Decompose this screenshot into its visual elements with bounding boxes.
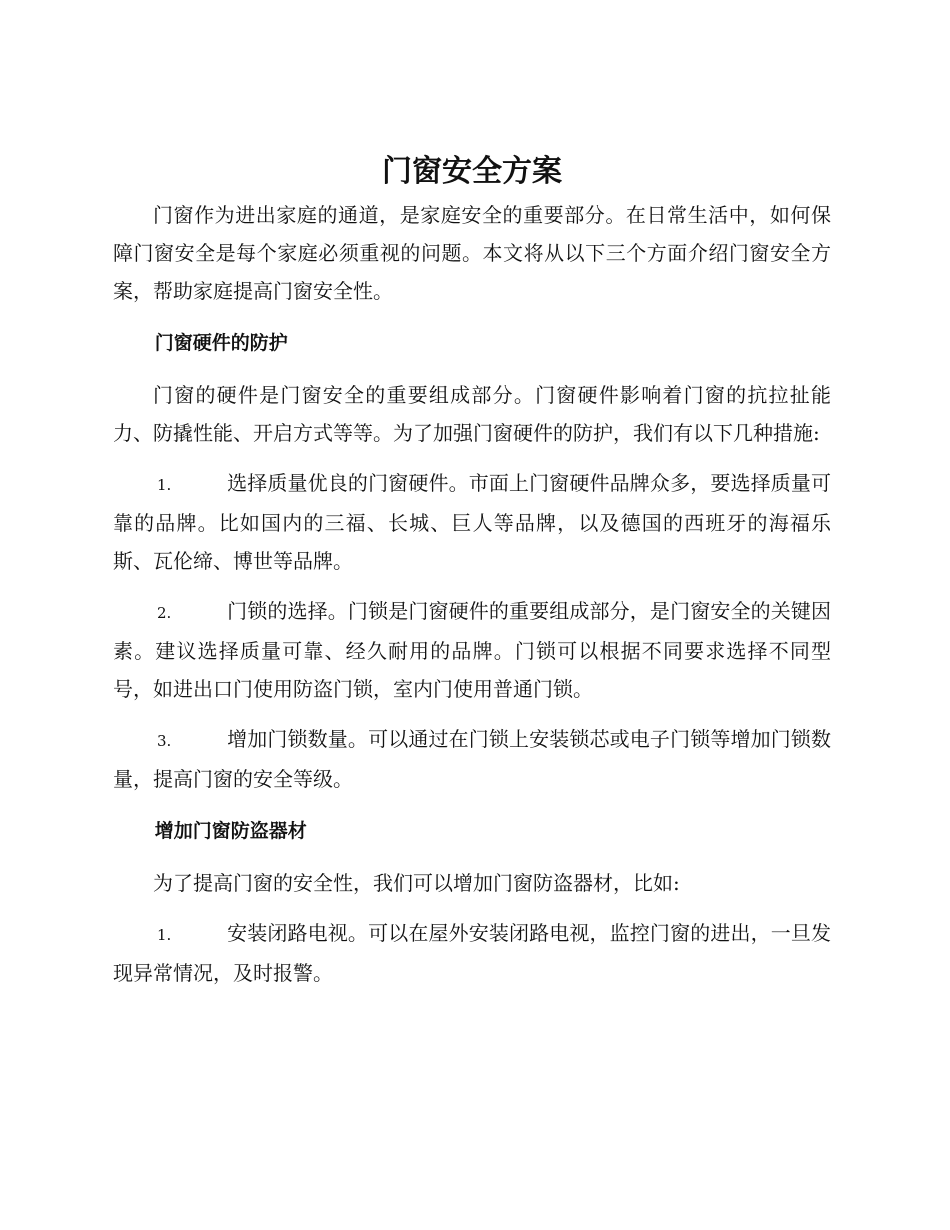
list-item bbox=[113, 914, 831, 992]
list-number: 2. bbox=[157, 604, 172, 622]
list-number: 3. bbox=[157, 732, 172, 750]
intro-paragraph: 门窗作为进出家庭的通道，是家庭安全的重要部分。在日常生活中，如何保障门窗安全是每个家庭必须重视的问题。本文将从以下三个方面介绍门窗安全方案，帮助家庭提高门窗安全性。 bbox=[113, 203, 831, 303]
list-number: 1. bbox=[157, 476, 172, 494]
spacer bbox=[113, 708, 831, 720]
spacer bbox=[113, 580, 831, 592]
spacer bbox=[113, 452, 831, 464]
spacer bbox=[113, 850, 831, 864]
section-intro: 为了提高门窗的安全性，我们可以增加门窗防盗器材，比如: bbox=[153, 871, 680, 895]
list-text: 选择质量优良的门窗硬件。市面上门窗硬件品牌众多，要选择质量可靠的品牌。比如国内的三福、长城、巨人等品牌，以及德国的西班牙的海福乐斯、瓦伦缔、博世等品牌。 bbox=[113, 471, 831, 573]
document-title: 门窗安全方案 bbox=[382, 154, 562, 189]
list-number: 1. bbox=[157, 926, 172, 944]
list-item bbox=[113, 720, 831, 798]
section-heading: 门窗硬件的防护 bbox=[154, 332, 288, 354]
spacer bbox=[113, 902, 831, 914]
list-text: 门锁的选择。门锁是门窗硬件的重要组成部分，是门窗安全的关键因素。建议选择质量可靠、经久耐用的品牌。门锁可以根据不同要求选择不同型号，如进出口门使用防盗门锁，室内门使用普通门锁。 bbox=[113, 599, 831, 701]
section-heading: 增加门窗防盗器材 bbox=[154, 820, 307, 842]
spacer bbox=[113, 362, 831, 376]
list-text: 安装闭路电视。可以在屋外安装闭路电视，监控门窗的进出，一旦发现异常情况，及时报警。 bbox=[113, 921, 831, 985]
list-item bbox=[113, 592, 831, 708]
spacer bbox=[113, 798, 831, 812]
section-intro: 门窗的硬件是门窗安全的重要组成部分。门窗硬件影响着门窗的抗拉扯能力、防撬性能、开启方式等等。为了加强门窗硬件的防护，我们有以下几种措施: bbox=[113, 383, 831, 445]
list-item bbox=[113, 464, 831, 580]
list-text: 增加门锁数量。可以通过在门锁上安装锁芯或电子门锁等增加门锁数量，提高门窗的安全等级。 bbox=[113, 727, 831, 791]
document-body bbox=[113, 148, 831, 992]
spacer bbox=[113, 310, 831, 324]
